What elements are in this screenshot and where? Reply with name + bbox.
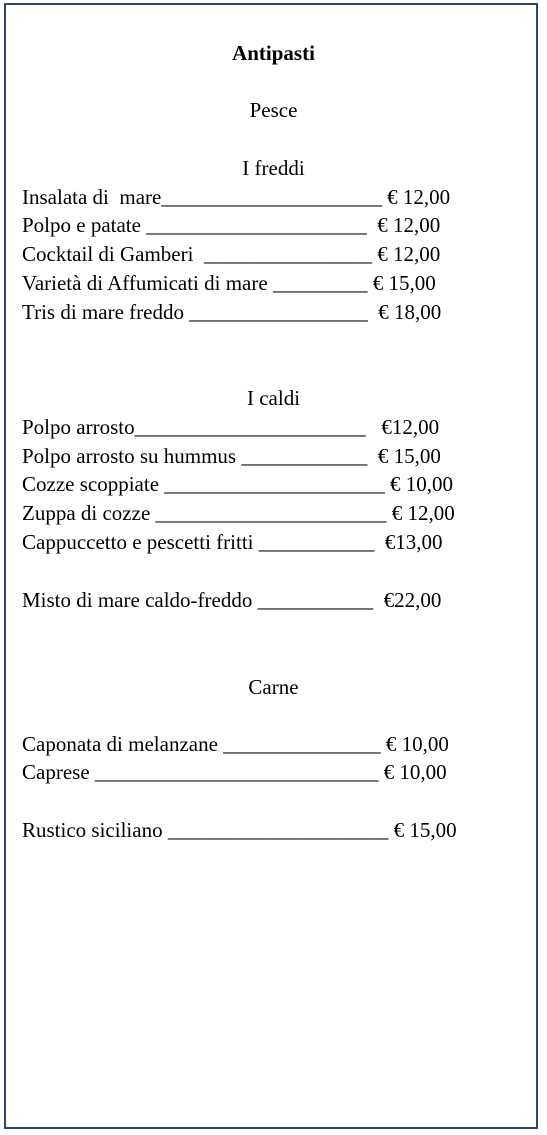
- menu-item-varieta-affumicati: Varietà di Affumicati di mare _________ € 15,00: [22, 271, 436, 295]
- menu-item-cozze-scoppiate: Cozze scoppiate _____________________ € 10,00: [22, 472, 454, 496]
- menu-item-polpo-arrosto: Polpo arrosto______________________ €12,00: [22, 415, 440, 439]
- section-heading-pesce: Pesce: [249, 98, 298, 122]
- section-heading-carne: Carne: [248, 675, 299, 699]
- menu-item-polpo-e-patate: Polpo e patate _____________________ € 12,00: [22, 213, 441, 237]
- menu-item-caponata: Caponata di melanzane _______________ € 10,00: [22, 732, 449, 756]
- menu-item-rustico-siciliano: Rustico siciliano _____________________ € 15,00: [22, 818, 457, 842]
- page-title: Antipasti: [232, 41, 315, 65]
- menu-item-zuppa-di-cozze: Zuppa di cozze ______________________ € 12,00: [22, 501, 455, 525]
- menu-item-caprese: Caprese ___________________________ € 10,00: [22, 760, 447, 784]
- menu-item-misto-di-mare: Misto di mare caldo-freddo ___________ €22,00: [22, 588, 442, 612]
- menu-item-cocktail-di-gamberi: Cocktail di Gamberi ________________ € 12,00: [22, 242, 441, 266]
- menu-item-cappuccetto-pescetti-fritti: Cappuccetto e pescetti fritti ___________ €13,00: [22, 530, 443, 554]
- menu-item-polpo-arrosto-hummus: Polpo arrosto su hummus ____________ € 15,00: [22, 444, 441, 468]
- menu-item-tris-di-mare-freddo: Tris di mare freddo _________________ € 18,00: [22, 300, 442, 324]
- menu-item-insalata-di-mare: Insalata di mare_____________________ € 12,00: [22, 185, 451, 209]
- subsection-heading-freddi: I freddi: [242, 156, 305, 180]
- subsection-heading-caldi: I caldi: [246, 386, 301, 410]
